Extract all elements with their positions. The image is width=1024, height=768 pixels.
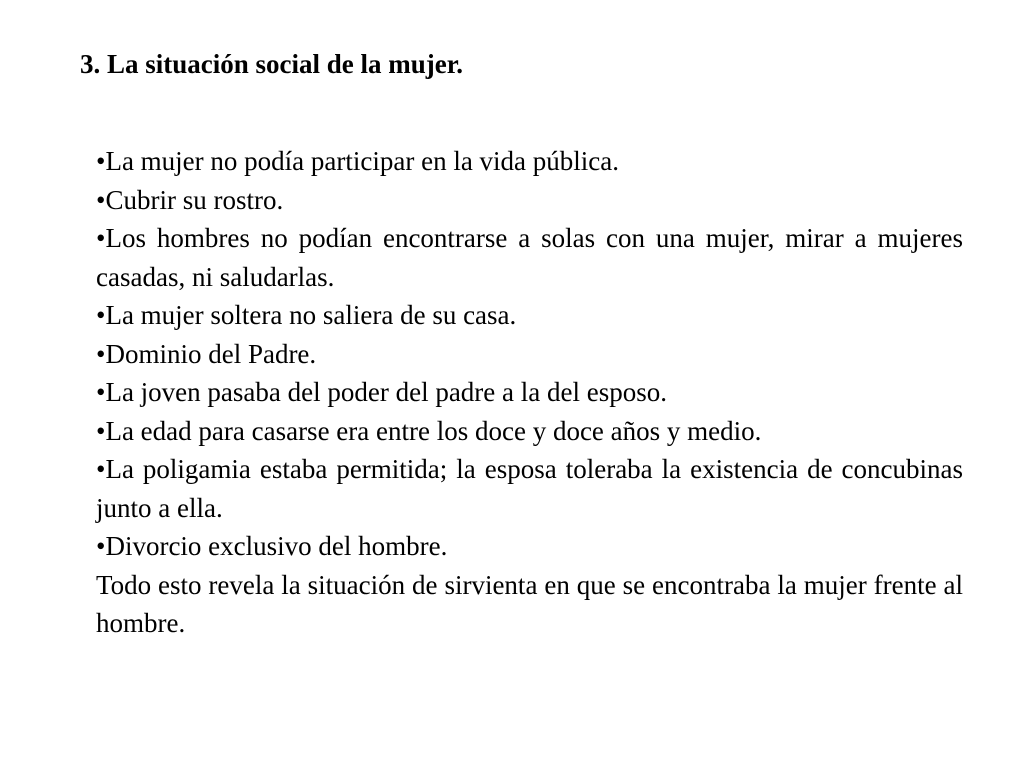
- bullet-item: •La joven pasaba del poder del padre a la del esposo.: [96, 377, 667, 407]
- bullet-item: •Divorcio exclusivo del hombre.: [96, 531, 448, 561]
- bullet-item: •La edad para casarse era entre los doce y doce años y medio.: [96, 415, 762, 446]
- conclusion-paragraph: Todo esto revela la situación de sirvienta en que se encontraba la mujer frente al hombre.: [96, 569, 963, 638]
- bullet-item: •La poligamia estaba permitida; la esposa toleraba la existencia de concubinas junto a ella.: [96, 454, 963, 523]
- bullet-item: •Los hombres no podían encontrarse a solas con una mujer, mirar a mujeres casadas, ni saludarlas.: [96, 223, 963, 292]
- bullet-item: •La mujer no podía participar en la vida pública.: [96, 146, 620, 176]
- bullet-item: •La mujer soltera no saliera de su casa.: [96, 300, 517, 330]
- bullet-item: •Cubrir su rostro.: [96, 184, 284, 215]
- slide-body: [96, 142, 963, 643]
- bullet-item: •Dominio del Padre.: [96, 338, 317, 369]
- slide-title: 3. La situación social de la mujer.: [80, 49, 464, 79]
